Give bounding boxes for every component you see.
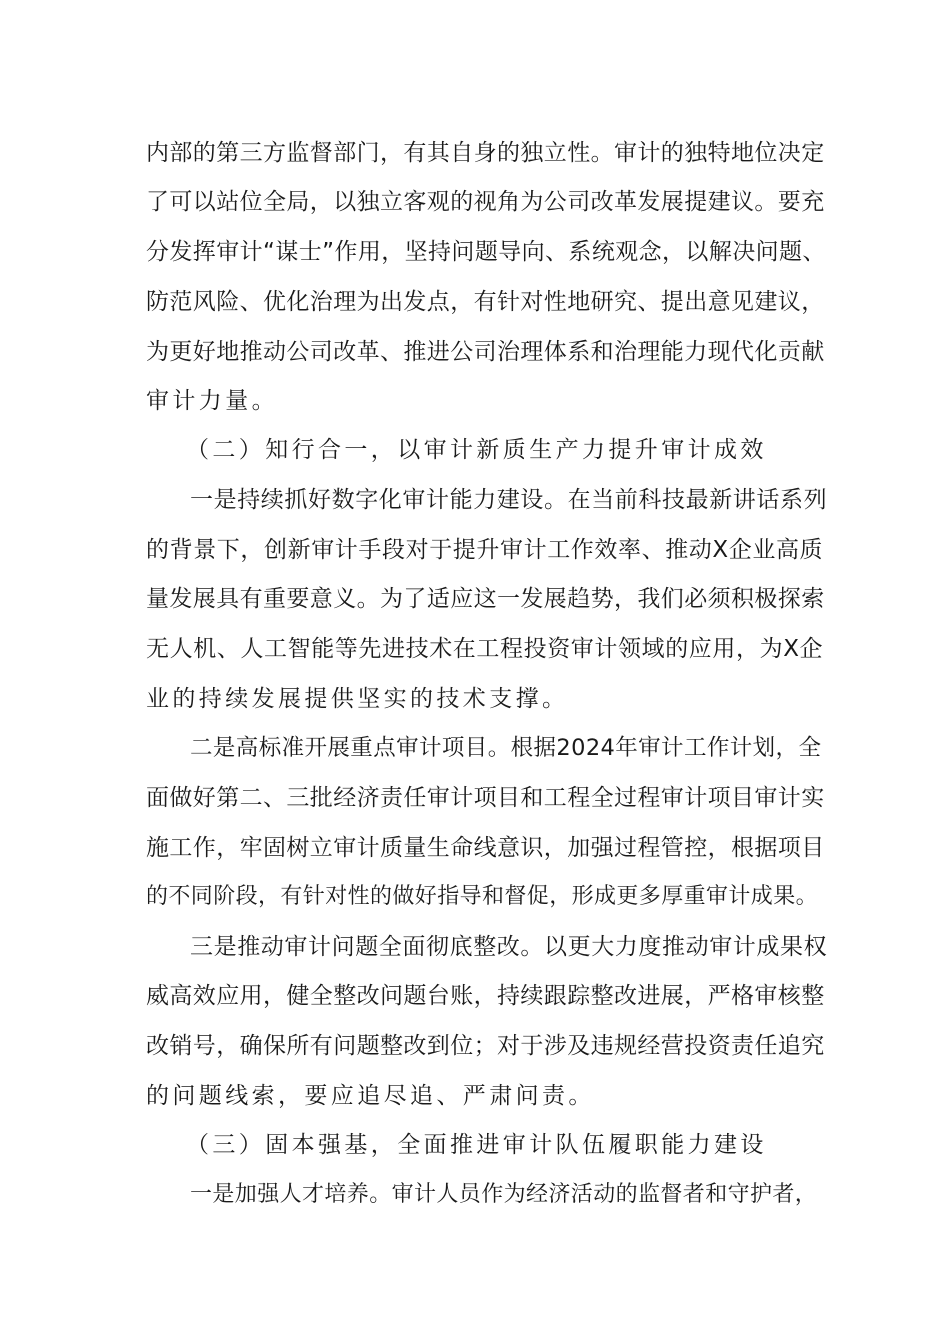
text-line: 审计力量。 (146, 388, 278, 414)
paragraph-first-line: 一是持续抓好数字化审计能力建设。在当前科技最新讲话系列 (190, 487, 828, 513)
text-line: 面做好第二、三批经济责任审计项目和工程全过程审计项目审计实 (146, 785, 825, 811)
paragraph-first-line: 二是高标准开展重点审计项目。根据2024年审计工作计划，全 (190, 735, 822, 761)
text-line: 的不同阶段，有针对性的做好指导和督促，形成更多厚重审计成果。 (146, 884, 819, 909)
text-line: 施工作，牢固树立审计质量生命线意识，加强过程管控，根据项目 (146, 835, 825, 861)
section-heading: （三）固本强基，全面推进审计队伍履职能力建设 (186, 1132, 767, 1158)
paragraph-first-line: 一是加强人才培养。审计人员作为经济活动的监督者和守护者， (190, 1182, 818, 1207)
text-line: 的背景下，创新审计手段对于提升审计工作效率、推动X企业高质 (146, 537, 824, 563)
text-line: 改销号，确保所有问题整改到位；对于涉及违规经营投资责任追究 (146, 1033, 825, 1059)
text-line: 为更好地推动公司改革、推进公司治理体系和治理能力现代化贡献 (146, 339, 825, 365)
paragraph-first-line: 三是推动审计问题全面彻底整改。以更大力度推动审计成果权 (190, 934, 828, 960)
text-line: 威高效应用，健全整改问题台账，持续跟踪整改进展，严格审核整 (146, 983, 825, 1009)
text-line: 无人机、人工智能等先进技术在工程投资审计领域的应用，为X企 (146, 636, 824, 662)
section-heading: （二）知行合一，以审计新质生产力提升审计成效 (186, 437, 767, 463)
text-line: 分发挥审计“谋士”作用，坚持问题导向、系统观念，以解决问题、 (146, 239, 826, 265)
text-line: 量发展具有重要意义。为了适应这一发展趋势，我们必须积极探索 (146, 586, 825, 612)
text-line: 了可以站位全局，以独立客观的视角为公司改革发展提建议。要充 (146, 189, 825, 215)
text-line: 业的持续发展提供坚实的技术支撑。 (146, 686, 569, 712)
text-line: 内部的第三方监督部门，有其自身的独立性。审计的独特地位决定 (146, 140, 825, 166)
text-line: 防范风险、优化治理为出发点，有针对性地研究、提出意见建议， (146, 289, 825, 315)
text-line: 的问题线索，要应追尽追、严肃问责。 (146, 1083, 595, 1109)
